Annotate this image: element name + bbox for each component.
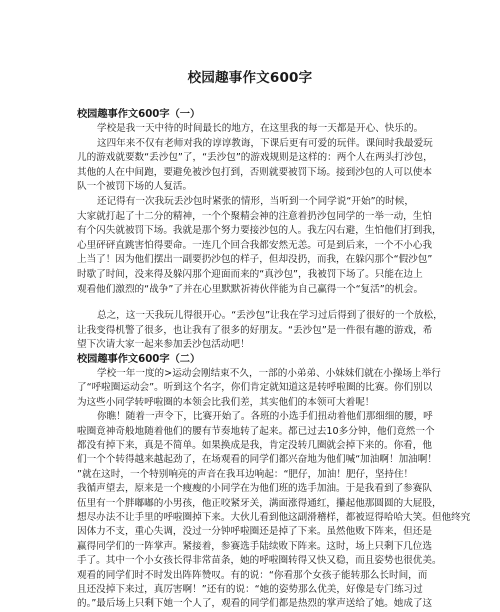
text-line: 你瞧！随着一声令下，比赛开始了。各班的小选手们扭动着他们那细细的腰，呼 — [97, 411, 433, 423]
text-line: 伍里有一个胖嘟嘟的小男孩，他正咬紧牙关，满面涨得通红，攥起他那圆圆的大屁股， — [77, 497, 442, 509]
paragraph — [77, 309, 443, 353]
paragraph — [77, 122, 433, 195]
text-line: 学校是我一天中待的时间最长的地方，在这里我的每一天都是开心、快乐的。 — [97, 123, 424, 134]
section-heading: 校园趣事作文600字（一） — [77, 109, 201, 120]
text-line: 儿的游戏就要数“丢沙包”了，“丢沙包”的游戏规则是这样的：两个人在两头打沙包， — [77, 152, 433, 164]
text-line: 心里砰砰直跳害怕得要命。一连几个回合我都安然无恙。可是到后来，一个不小心我 — [77, 239, 432, 251]
text-line: 想尽办法不让手里的呼啦圈掉下来。大伙儿看到他这副滑稽样，都被逗得哈哈大笑。但他终究 — [77, 511, 471, 523]
section-1 — [77, 108, 443, 353]
paragraph — [77, 195, 442, 297]
text-line: 总之，这一天我玩儿得很开心。“丢沙包”让我在学习过后得到了很好的一个放松， — [97, 310, 443, 322]
section-2 — [77, 353, 471, 612]
text-line: 时歇了时间，没来得及躲闪那个迎面而来的“真沙包”，我被罚下场了。只能在边上 — [77, 268, 423, 280]
text-line: 队一个被罚下场的人复活。 — [77, 181, 193, 193]
section-heading: 校园趣事作文600字（二） — [77, 353, 201, 365]
text-line: 这四年来不仅有老师对我的谆谆教诲，下课后更有可爱的玩伴。课间时我最爱玩 — [97, 137, 433, 149]
text-line: 因体力不支，重心失调，没过一分钟呼啦圈还是掉了下来。虽然他败下阵来，但还是 — [77, 526, 432, 538]
text-line: 观看的同学们时不时发出阵阵赞叹。有的说：“你看那个女孩子能转那么长时间，而 — [77, 569, 428, 581]
text-line: 且还没掉下来过，真厉害啊！”还有的说：“她的姿势那么优美，好像是专门练习过 — [77, 584, 423, 595]
text-line: 的。”最后场上只剩下她一个人了，观看的同学们都是热烈的掌声送给了她。她成了这 — [77, 598, 433, 610]
paragraph — [77, 410, 471, 612]
document-body — [77, 108, 471, 612]
text-line: 赢得同学们的一阵掌声。紧接着，参赛选手陆续败下阵来。这时，场上只剩下几位选 — [77, 540, 432, 552]
text-line: 上当了！因为他们摆出一副要扔沙包的样子，但却没扔，而我，在躲闪那个“假沙包” — [77, 254, 433, 266]
text-line: 们一个个转得越来越起劲了，在场观看的同学们都兴奋地为他们喊“加油啊！加油啊！ — [77, 454, 437, 466]
text-line: ”就在这时，一个特别响亮的声音在我耳边响起：“肥仔，加油！肥仔，坚持住！ — [77, 468, 414, 480]
text-line: 为这些小同学转呼啦圈的本领会比我们差，其实他们的本领可大着呢！ — [77, 396, 375, 408]
text-line: 望下次请大家一起来参加丢沙包活动吧！ — [77, 339, 250, 351]
document-title: 校园趣事作文600字 — [187, 70, 313, 86]
text-line: 还记得有一次我玩丢沙包时紧张的情形，当听到一个同学说“开始”的时候， — [97, 195, 414, 207]
text-line: 了“呼啦圈运动会”。听到这个名字，你们肯定就知道这是转呼啦圈的比赛。你们别以 — [77, 382, 433, 394]
text-line: 手了。其中一个小女孩长得非常苗条，她的呼啦圈转得又快又稳，而且姿势也很优美。 — [77, 555, 442, 567]
text-line: 学校一年一度的>运动会刚结束不久，一部的小弟弟、小妹妹们就在小操场上举行 — [97, 367, 441, 379]
paragraph — [77, 367, 441, 410]
text-line: 让我变得机警了很多，也让我有了很多的好朋友。“丢沙包”是一件很有趣的游戏，希 — [77, 324, 433, 336]
text-line: 其他的人在中间跑，要避免被沙包打到，否则就要被罚下场。接到沙包的人可以使本 — [77, 166, 432, 178]
text-line: 啦圈竟神奇般地随着他们的腰有节奏地转了起来。都已过去10多分钟，他们竟然一个 — [77, 425, 435, 437]
text-line: 有个闪失就被罚下场。我就是那个努力要接沙包的人。我左闪右避，生怕他们打到我， — [77, 225, 442, 237]
text-line: 我循声望去，原来是一个瘦瘦的小同学在为他们班的选手加油。于是我看到了参赛队 — [77, 483, 432, 495]
text-line: 观看他们激烈的“战争”了并在心里默默祈祷伙伴能为自己赢得一个“复活”的机会。 — [77, 283, 424, 295]
text-line: 都没有掉下来，真是不简单。如果换成是我，肯定没转几圈就会掉下来的。你看，他 — [77, 439, 432, 451]
paragraph-gap — [77, 297, 433, 309]
text-line: 大家就打起了十二分的精神，一个个聚精会神的注意着扔沙包同学的一举一动，生怕 — [77, 210, 432, 222]
